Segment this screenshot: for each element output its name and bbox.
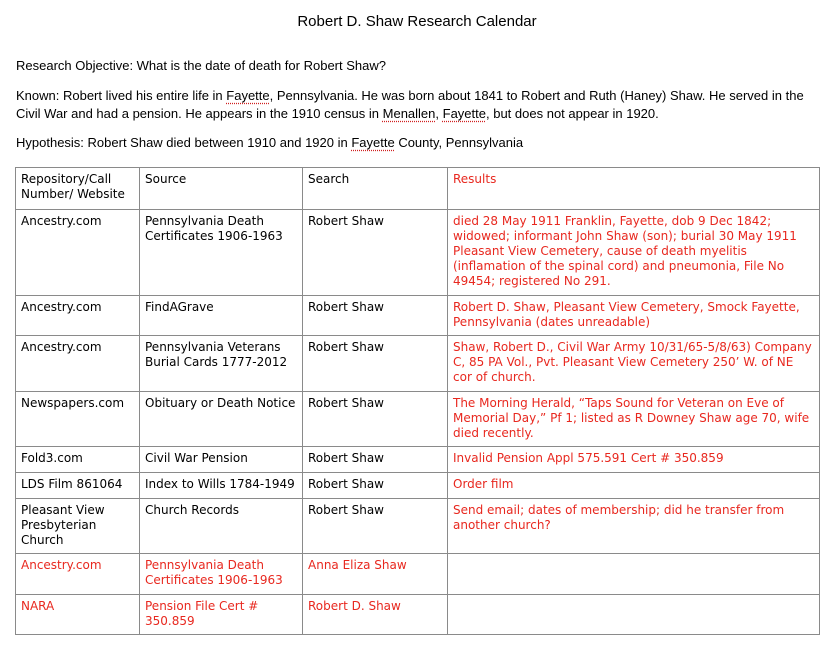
repository-cell: NARA bbox=[16, 595, 140, 635]
research-calendar-table bbox=[15, 167, 820, 635]
results-cell: Shaw, Robert D., Civil War Army 10/31/65-5/8/63) Company C, 85 PA Vol., Pvt. Pleasant View Cemetery 250’ W. of NE cor of church. bbox=[448, 336, 820, 392]
repository-cell: Newspapers.com bbox=[16, 392, 140, 447]
source-cell: Pennsylvania Death Certificates 1906-1963 bbox=[140, 210, 303, 296]
source-cell: Civil War Pension bbox=[140, 447, 303, 473]
search-cell: Robert Shaw bbox=[303, 447, 448, 473]
repository-cell: Ancestry.com bbox=[16, 336, 140, 392]
repository-cell: Pleasant View Presbyterian Church bbox=[16, 499, 140, 554]
table-row bbox=[16, 554, 820, 595]
spellcheck-word: Fayette bbox=[226, 88, 270, 103]
search-cell: Robert Shaw bbox=[303, 499, 448, 554]
source-cell: Pennsylvania Veterans Burial Cards 1777-2012 bbox=[140, 336, 303, 392]
spellcheck-word: Fayette bbox=[442, 106, 486, 121]
source-cell: Index to Wills 1784-1949 bbox=[140, 473, 303, 499]
search-cell: Robert D. Shaw bbox=[303, 595, 448, 635]
search-cell: Robert Shaw bbox=[303, 392, 448, 447]
repository-cell: Ancestry.com bbox=[16, 554, 140, 595]
hypothesis-paragraph: Hypothesis: Robert Shaw died between 1910 and 1920 in Fayette County, Pennsylvania bbox=[16, 135, 524, 150]
spellcheck-word: Fayette bbox=[351, 135, 395, 150]
table-row bbox=[16, 595, 820, 635]
header-repository: Repository/Call Number/ Website bbox=[16, 168, 140, 210]
spellcheck-word: Menallen bbox=[382, 106, 436, 121]
repository-cell: Ancestry.com bbox=[16, 210, 140, 296]
search-cell: Anna Eliza Shaw bbox=[303, 554, 448, 595]
table-row bbox=[16, 296, 820, 336]
table-row bbox=[16, 473, 820, 499]
table-row bbox=[16, 392, 820, 447]
source-cell: Obituary or Death Notice bbox=[140, 392, 303, 447]
search-cell: Robert Shaw bbox=[303, 210, 448, 296]
results-cell: died 28 May 1911 Franklin, Fayette, dob 9 Dec 1842; widowed; informant John Shaw (son); burial 30 May 1911 Pleasant View Cemetery, cause of death myelitis (inflamation of the spinal cord) and pneumonia, File No 49454; registered No 291. bbox=[448, 210, 820, 296]
research-objective: Research Objective: What is the date of death for Robert Shaw? bbox=[16, 58, 386, 73]
results-cell: Order film bbox=[448, 473, 820, 499]
source-cell: Pennsylvania Death Certificates 1906-1963 bbox=[140, 554, 303, 595]
table-row bbox=[16, 499, 820, 554]
source-cell: Pension File Cert # 350.859 bbox=[140, 595, 303, 635]
repository-cell: Ancestry.com bbox=[16, 296, 140, 336]
table-row bbox=[16, 447, 820, 473]
results-cell bbox=[448, 554, 820, 595]
known-paragraph: Known: Robert lived his entire life in Fayette, Pennsylvania. He was born about 1841 to Robert and Ruth (Haney) Shaw. He served in the Civil War and had a pension. He appears in the 1910 census in Menallen, Fayette, but does not appear in 1920. bbox=[16, 88, 804, 121]
page-title: Robert D. Shaw Research Calendar bbox=[297, 13, 537, 30]
results-cell: Robert D. Shaw, Pleasant View Cemetery, Smock Fayette, Pennsylvania (dates unreadable) bbox=[448, 296, 820, 336]
source-cell: Church Records bbox=[140, 499, 303, 554]
repository-cell: LDS Film 861064 bbox=[16, 473, 140, 499]
header-results: Results bbox=[448, 168, 820, 210]
search-cell: Robert Shaw bbox=[303, 296, 448, 336]
search-cell: Robert Shaw bbox=[303, 336, 448, 392]
table-row bbox=[16, 336, 820, 392]
header-source: Source bbox=[140, 168, 303, 210]
table-row bbox=[16, 210, 820, 296]
header-row bbox=[16, 168, 820, 210]
search-cell: Robert Shaw bbox=[303, 473, 448, 499]
source-cell: FindAGrave bbox=[140, 296, 303, 336]
results-cell bbox=[448, 595, 820, 635]
results-cell: Invalid Pension Appl 575.591 Cert # 350.859 bbox=[448, 447, 820, 473]
results-cell: The Morning Herald, “Taps Sound for Veteran on Eve of Memorial Day,” Pf 1; listed as R Downey Shaw age 70, wife died recently. bbox=[448, 392, 820, 447]
header-search: Search bbox=[303, 168, 448, 210]
repository-cell: Fold3.com bbox=[16, 447, 140, 473]
results-cell: Send email; dates of membership; did he transfer from another church? bbox=[448, 499, 820, 554]
